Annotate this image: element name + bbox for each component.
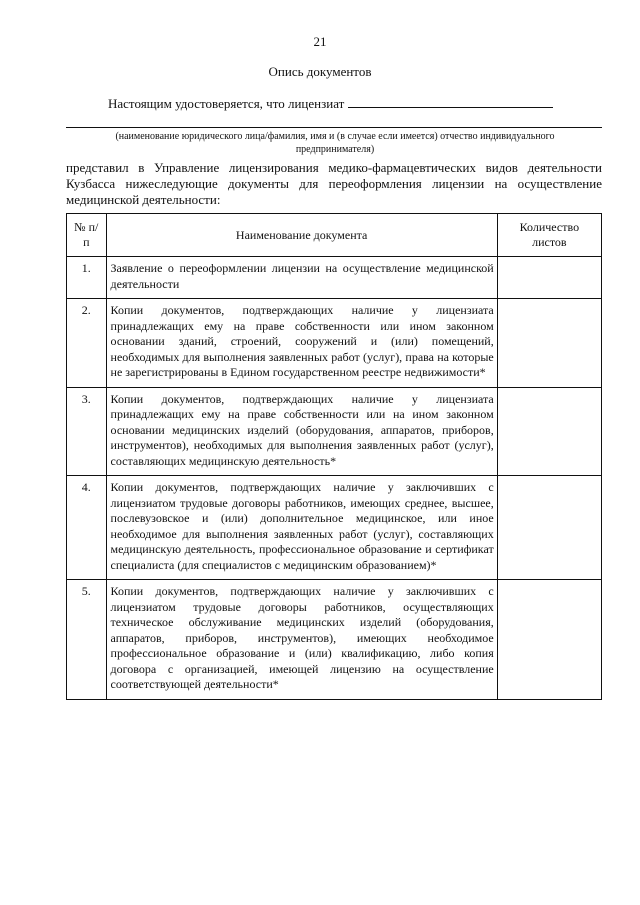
- row-sheet-count: [497, 299, 601, 388]
- row-document-name: Копии документов, подтверждающих наличие у лицензиата принадлежащих ему на праве собственности или ином законном основании зданий, строений, сооружений и (или) помещений, необходимых для выполнения заявленных работ (услуг), права на которые не зарегистрированы в Едином государственном реестре недвижимости*: [106, 299, 497, 388]
- row-number: 4.: [67, 476, 107, 580]
- header-number: № п/п: [67, 214, 107, 257]
- header-sheet-count: Количество листов: [497, 214, 601, 257]
- row-document-name: Заявление о переоформлении лицензии на осуществление медицинской деятельности: [106, 257, 497, 299]
- name-hint: (наименование юридического лица/фамилия, имя и (в случае если имеется) отчество индивидуального предпринимателя): [115, 131, 555, 155]
- table-row: [67, 387, 602, 476]
- row-sheet-count: [497, 257, 601, 299]
- row-number: 3.: [67, 387, 107, 476]
- certify-line: [108, 95, 553, 112]
- certify-text: Настоящим удостоверяется, что лицензиат: [108, 96, 345, 111]
- row-document-name: Копии документов, подтверждающих наличие у заключивших с лицензиатом трудовые договоры работников, осуществляющих техническое обслуживание медицинских изделий (оборудования, аппаратов, приборов, инструментов), имеющих необходимое профессиональное образование и (или) квалификацию, либо копия договора с организацией, имеющей лицензию на осуществление соответствующей деятельности*: [106, 580, 497, 700]
- documents-table: [66, 213, 602, 700]
- row-sheet-count: [497, 580, 601, 700]
- header-document-name: Наименование документа: [106, 214, 497, 257]
- table-row: [67, 476, 602, 580]
- page-title: Опись документов: [268, 64, 372, 79]
- row-number: 1.: [67, 257, 107, 299]
- licensee-name-blank: [348, 95, 553, 108]
- table-row: [67, 257, 602, 299]
- row-document-name: Копии документов, подтверждающих наличие у лицензиата принадлежащих ему на праве собственности или на ином законном основании медицинских изделий (оборудования, аппаратов, приборов, инструментов), необходимых для выполнения заявленных работ (услуг), составляющих медицинскую деятельность*: [106, 387, 497, 476]
- name-underline: [66, 127, 602, 128]
- row-number: 2.: [67, 299, 107, 388]
- table-row: [67, 299, 602, 388]
- table-row: [67, 580, 602, 700]
- table-header-row: [67, 214, 602, 257]
- page-number: 21: [313, 34, 327, 49]
- row-number: 5.: [67, 580, 107, 700]
- row-sheet-count: [497, 387, 601, 476]
- row-document-name: Копии документов, подтверждающих наличие у заключивших с лицензиатом трудовые договоры работников, имеющих среднее, высшее, послевузовское и (или) дополнительное медицинское, или иное необходимое для выполнения заявленных работ (услуг), составляющих медицинскую деятельность, профессиональное образование и сертификат специалиста (для специалистов с медицинским образованием)*: [106, 476, 497, 580]
- intro-paragraph: представил в Управление лицензирования медико-фармацевтических видов деятельности Кузбасса нижеследующие документы для переоформления лицензии на осуществление медицинской деятельности:: [66, 160, 602, 207]
- row-sheet-count: [497, 476, 601, 580]
